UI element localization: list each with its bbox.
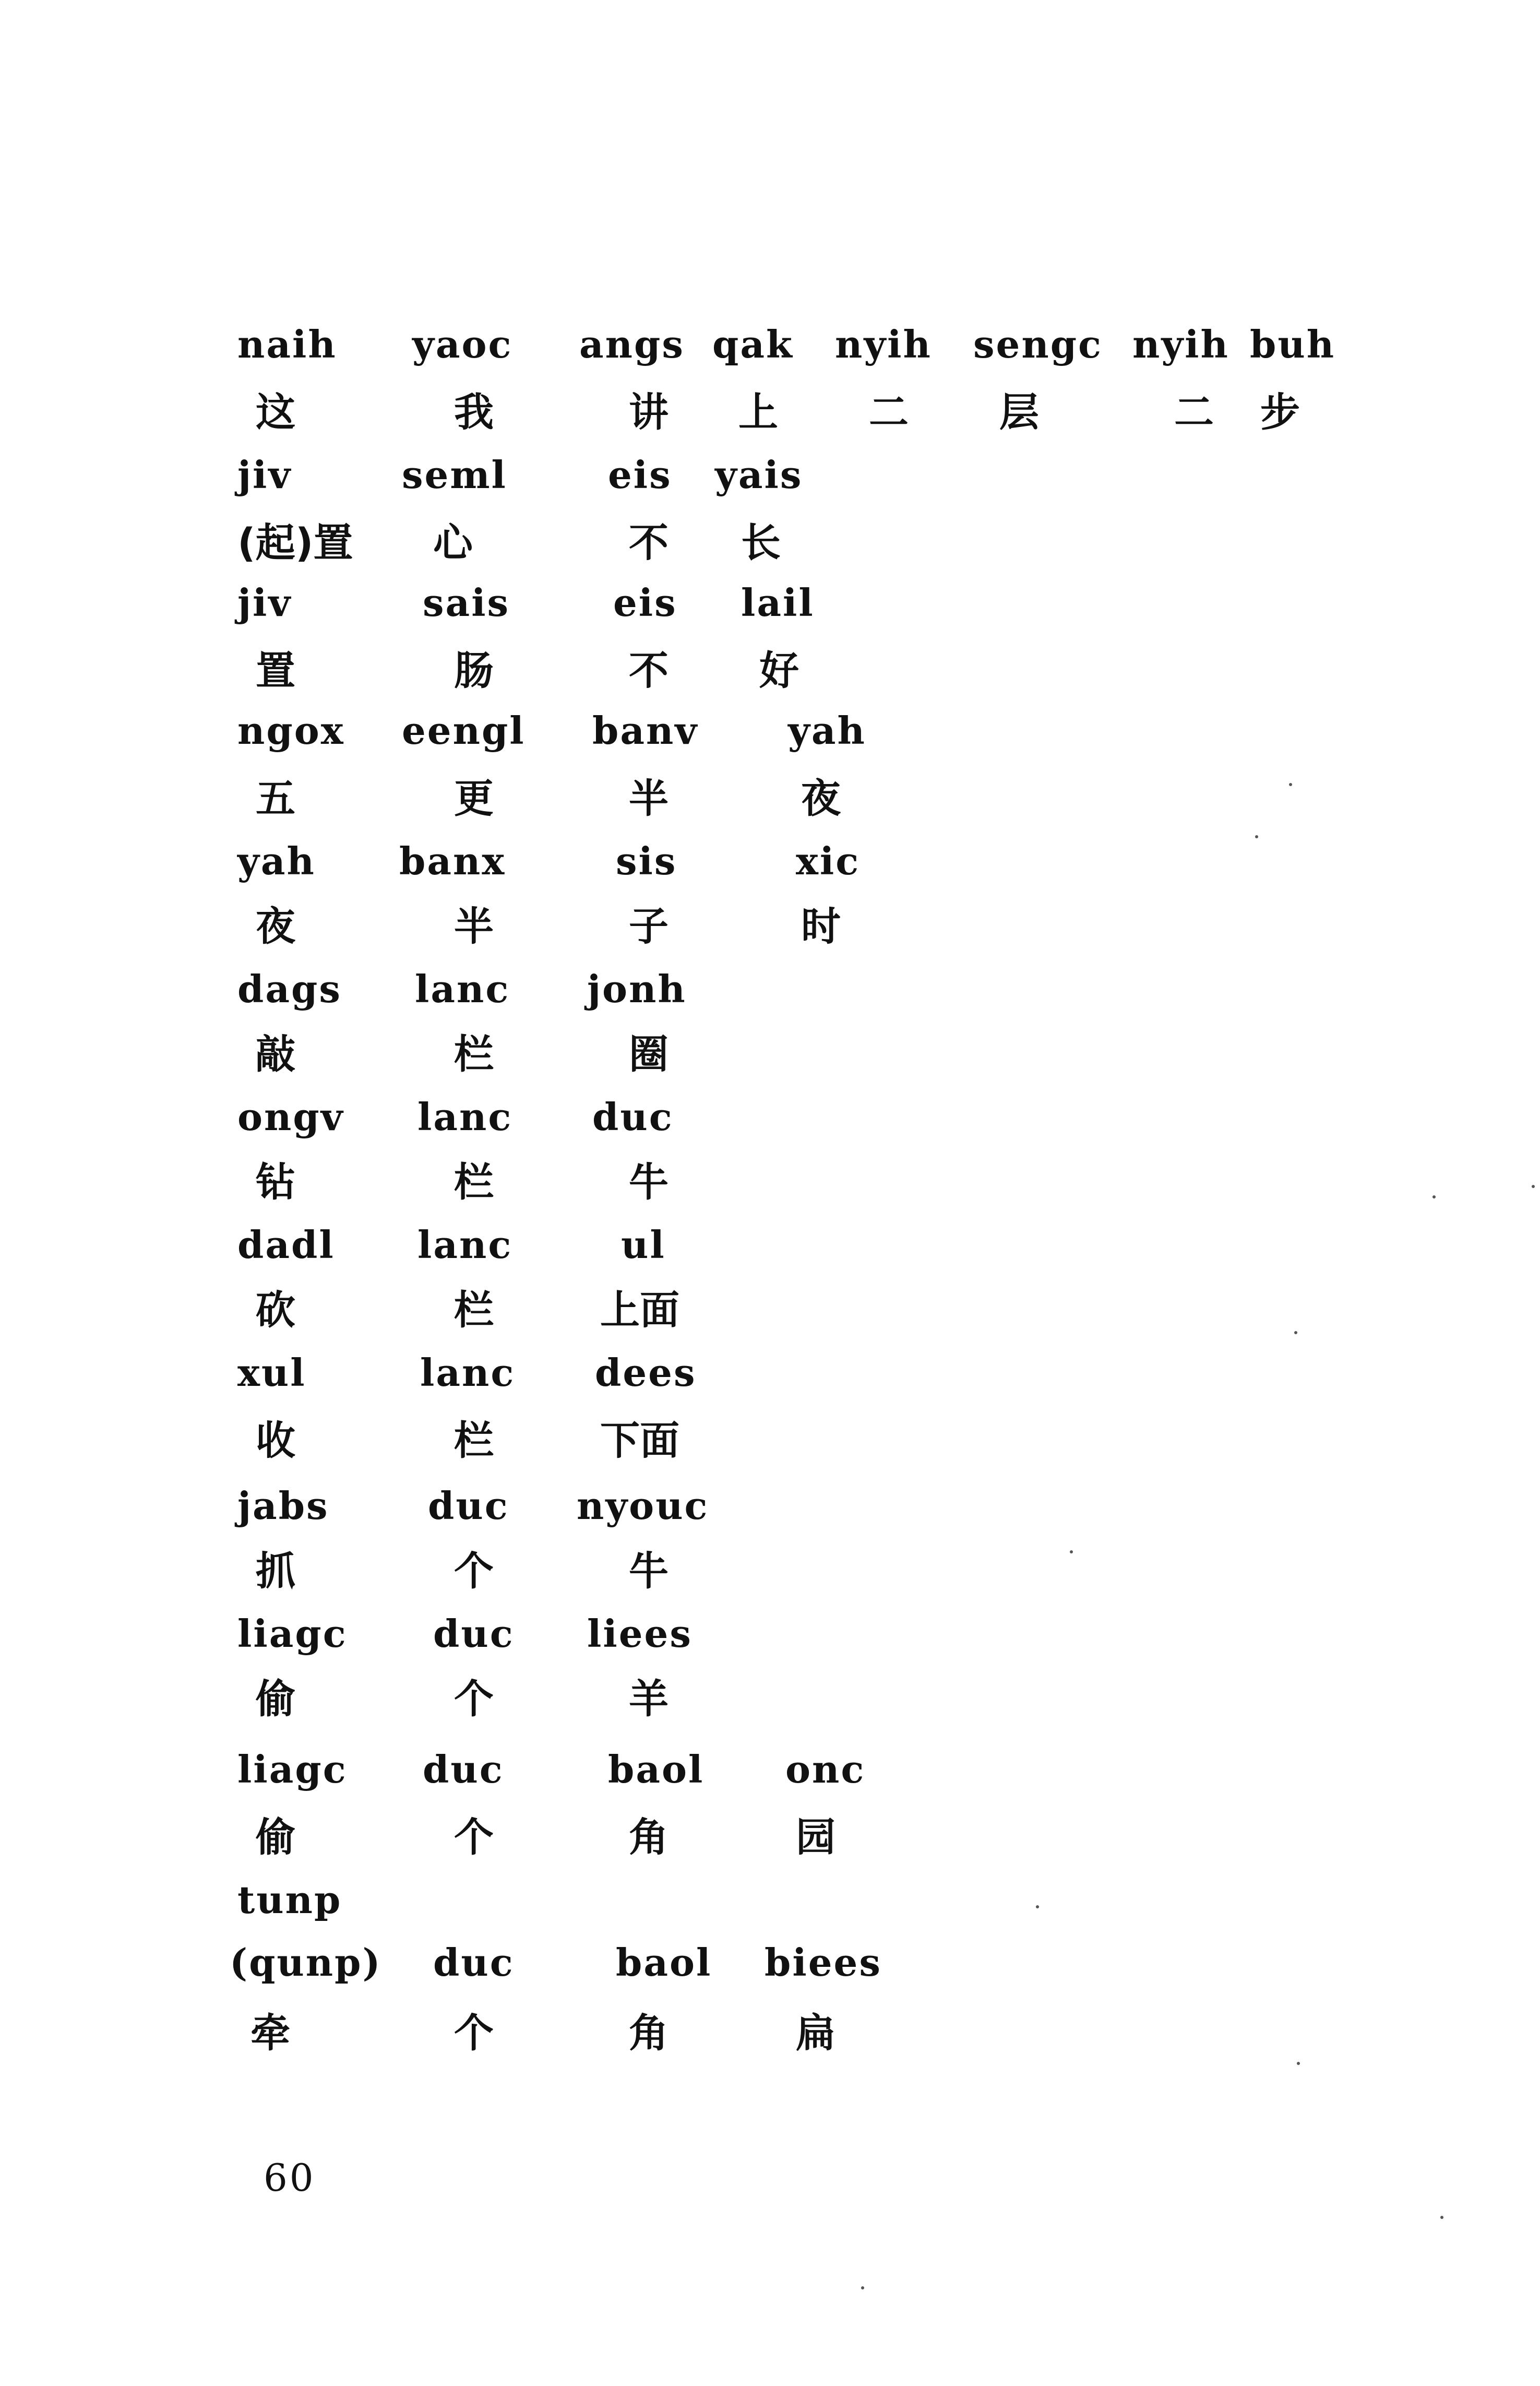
chinese-gloss-word: (起)置 [237, 519, 353, 566]
romanization-line [0, 1741, 1540, 1798]
chinese-gloss-word: 心 [433, 519, 473, 566]
romanized-word: banx [399, 839, 506, 883]
chinese-gloss-word: 上面 [600, 1287, 679, 1333]
romanized-word: yais [715, 453, 803, 497]
chinese-gloss-word: 半 [629, 775, 668, 822]
romanization-line [0, 960, 1540, 1018]
chinese-gloss-word: 个 [454, 1548, 494, 1594]
scan-speck [1036, 1905, 1039, 1908]
page-number: 60 [264, 2156, 316, 2200]
chinese-gloss-word: 牵 [250, 2010, 290, 2056]
chinese-gloss-word: 讲 [629, 389, 668, 435]
chinese-gloss-word: 偷 [256, 1676, 295, 1722]
chinese-gloss-line [0, 2004, 1540, 2062]
romanized-word: lail [741, 580, 815, 625]
romanized-word: buh [1250, 322, 1336, 366]
chinese-gloss-word: 敲 [256, 1031, 295, 1077]
chinese-gloss-word: 羊 [629, 1676, 668, 1722]
chinese-gloss-word: 圈 [629, 1031, 668, 1077]
chinese-gloss-word: 下面 [600, 1417, 679, 1464]
chinese-gloss-line [0, 898, 1540, 955]
romanized-word: duc [592, 1095, 674, 1139]
romanized-word: (qunp) [230, 1940, 382, 1985]
chinese-gloss-word: 角 [629, 2010, 668, 2056]
chinese-gloss-word: 夜 [801, 775, 841, 822]
chinese-gloss-word: 夜 [256, 903, 295, 949]
chinese-gloss-line [0, 1412, 1540, 1469]
chinese-gloss-word: 置 [256, 647, 295, 694]
romanized-word: lanc [417, 1222, 513, 1267]
romanized-word: sengc [973, 322, 1103, 366]
chinese-gloss-word: 步 [1260, 389, 1300, 435]
romanized-word: eis [608, 453, 672, 497]
chinese-gloss-word: 我 [454, 389, 494, 435]
chinese-gloss-word: 肠 [454, 647, 494, 694]
romanized-word: tunp [237, 1878, 342, 1922]
romanized-word: dags [237, 967, 342, 1011]
romanized-word: nyih [1132, 322, 1229, 366]
romanization-line [0, 1871, 1540, 1929]
romanized-word: nyouc [577, 1483, 709, 1528]
chinese-gloss-word: 抓 [256, 1548, 295, 1594]
scan-speck [1289, 783, 1292, 786]
chinese-gloss-word: 园 [796, 1814, 835, 1860]
romanized-word: banv [592, 708, 699, 753]
romanized-word: biees [765, 1940, 882, 1985]
romanized-word: onc [785, 1747, 866, 1791]
romanization-line [0, 446, 1540, 504]
chinese-gloss-word: 偷 [256, 1814, 295, 1860]
romanized-word: jiv [237, 453, 292, 497]
chinese-gloss-line [0, 1154, 1540, 1211]
chinese-gloss-word: 半 [454, 903, 494, 949]
romanized-word: lanc [420, 1350, 516, 1395]
chinese-gloss-line [0, 1542, 1540, 1600]
chinese-gloss-line [0, 1809, 1540, 1866]
romanization-line [0, 1934, 1540, 1991]
romanized-word: sis [616, 839, 677, 883]
romanized-word: baol [616, 1940, 712, 1985]
romanized-word: ul [621, 1222, 666, 1267]
chinese-gloss-word: 二 [869, 389, 909, 435]
scan-speck [1532, 1185, 1535, 1188]
romanized-word: dees [595, 1350, 697, 1395]
romanized-word: ongv [237, 1095, 344, 1139]
romanized-word: liagc [237, 1747, 348, 1791]
romanized-word: yah [788, 708, 866, 753]
chinese-gloss-word: 个 [454, 2010, 494, 2056]
romanized-word: xic [796, 839, 861, 883]
romanization-line [0, 1605, 1540, 1663]
romanized-word: yah [237, 839, 316, 883]
romanized-word: qak [712, 322, 794, 366]
chinese-gloss-word: 扁 [796, 2010, 835, 2056]
chinese-gloss-word: 砍 [256, 1287, 295, 1333]
romanization-line [0, 1344, 1540, 1402]
chinese-gloss-word: 子 [629, 903, 668, 949]
scan-speck [1070, 1550, 1073, 1553]
chinese-gloss-word: 栏 [454, 1159, 494, 1205]
chinese-gloss-word: 栏 [454, 1031, 494, 1077]
romanized-word: duc [428, 1483, 509, 1528]
romanized-word: yaoc [412, 322, 513, 366]
chinese-gloss-word: 五 [256, 775, 295, 822]
scan-speck [1440, 2216, 1443, 2219]
chinese-gloss-word: 不 [629, 647, 668, 694]
chinese-gloss-word: 角 [629, 1814, 668, 1860]
scan-speck [1255, 835, 1258, 838]
chinese-gloss-word: 这 [256, 389, 295, 435]
chinese-gloss-line [0, 1670, 1540, 1728]
romanized-word: dadl [237, 1222, 335, 1267]
chinese-gloss-word: 个 [454, 1676, 494, 1722]
romanized-word: eengl [402, 708, 526, 753]
romanized-word: jabs [237, 1483, 329, 1528]
romanization-line [0, 574, 1540, 632]
scan-speck [861, 2286, 864, 2289]
romanized-word: sais [423, 580, 510, 625]
chinese-gloss-line [0, 1026, 1540, 1083]
chinese-gloss-line [0, 514, 1540, 572]
romanized-word: seml [402, 453, 507, 497]
romanization-line [0, 316, 1540, 373]
romanized-word: ngox [237, 708, 345, 753]
romanization-line [0, 1216, 1540, 1274]
romanized-word: nyih [835, 322, 932, 366]
romanization-line [0, 702, 1540, 759]
chinese-gloss-line [0, 642, 1540, 699]
scan-speck [1297, 2062, 1300, 2065]
romanized-word: baol [608, 1747, 705, 1791]
romanized-word: liagc [237, 1611, 348, 1656]
chinese-gloss-word: 收 [256, 1417, 295, 1464]
chinese-gloss-word: 个 [454, 1814, 494, 1860]
chinese-gloss-line [0, 384, 1540, 441]
scan-speck [1294, 1331, 1297, 1334]
chinese-gloss-word: 时 [801, 903, 841, 949]
chinese-gloss-word: 栏 [454, 1287, 494, 1333]
chinese-gloss-word: 二 [1174, 389, 1214, 435]
romanized-word: jiv [237, 580, 292, 625]
romanized-word: duc [433, 1611, 515, 1656]
romanized-word: lanc [415, 967, 510, 1011]
romanized-word: duc [423, 1747, 504, 1791]
chinese-gloss-word: 不 [629, 519, 668, 566]
scan-speck [1432, 1195, 1436, 1198]
romanization-line [0, 1088, 1540, 1146]
romanized-word: angs [579, 322, 685, 366]
chinese-gloss-word: 牛 [629, 1159, 668, 1205]
romanization-line [0, 833, 1540, 890]
chinese-gloss-line [0, 1281, 1540, 1339]
romanized-word: jonh [587, 967, 687, 1011]
chinese-gloss-word: 更 [454, 775, 494, 822]
chinese-gloss-word: 层 [999, 389, 1039, 435]
romanized-word: duc [433, 1940, 515, 1985]
romanized-word: lanc [417, 1095, 513, 1139]
romanized-word: liees [587, 1611, 693, 1656]
chinese-gloss-word: 长 [741, 519, 781, 566]
romanized-word: eis [613, 580, 677, 625]
romanized-word: naih [237, 322, 337, 366]
chinese-gloss-word: 牛 [629, 1548, 668, 1594]
romanized-word: xul [237, 1350, 306, 1395]
chinese-gloss-word: 好 [759, 647, 799, 694]
chinese-gloss-line [0, 770, 1540, 827]
romanization-line [0, 1477, 1540, 1535]
chinese-gloss-word: 栏 [454, 1417, 494, 1464]
chinese-gloss-word: 上 [738, 389, 778, 435]
chinese-gloss-word: 钻 [256, 1159, 295, 1205]
